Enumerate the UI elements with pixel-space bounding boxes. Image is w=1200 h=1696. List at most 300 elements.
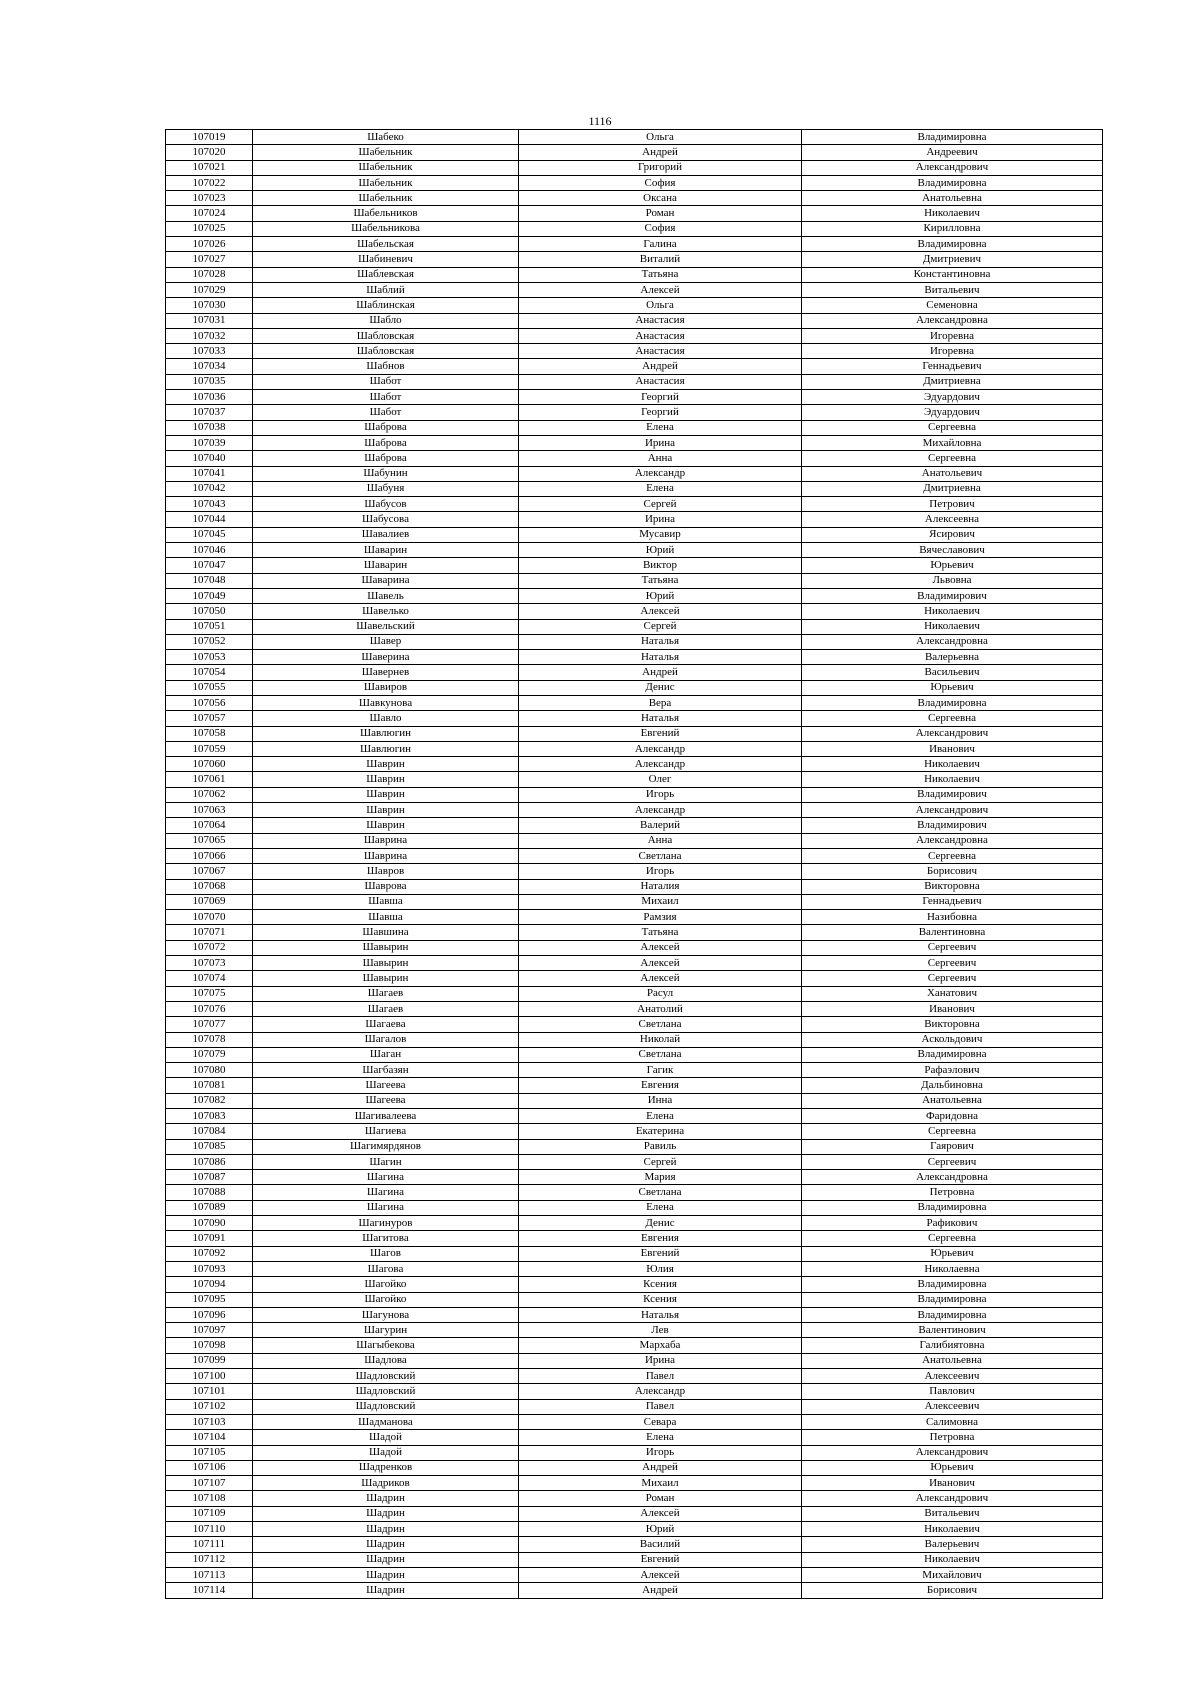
table-row — [166, 527, 1103, 542]
first-name-cell: Виталий — [519, 252, 802, 267]
patronymic-cell: Аскольдович — [802, 1032, 1103, 1047]
table-row — [166, 1216, 1103, 1231]
record-number-cell: 107054 — [166, 665, 253, 680]
last-name-cell: Шагурин — [253, 1323, 519, 1338]
record-number-cell: 107070 — [166, 910, 253, 925]
table-row — [166, 1323, 1103, 1338]
table-row — [166, 466, 1103, 481]
record-number-cell: 107072 — [166, 940, 253, 955]
record-number-cell: 107090 — [166, 1216, 253, 1231]
patronymic-cell: Юрьевич — [802, 1460, 1103, 1475]
table-row — [166, 680, 1103, 695]
first-name-cell: Георгий — [519, 390, 802, 405]
record-number-cell: 107083 — [166, 1109, 253, 1124]
patronymic-cell: Гаярович — [802, 1139, 1103, 1154]
last-name-cell: Шагунова — [253, 1307, 519, 1322]
record-number-cell: 107111 — [166, 1537, 253, 1552]
table-row — [166, 1124, 1103, 1139]
patronymic-cell: Витальевич — [802, 282, 1103, 297]
table-row — [166, 1185, 1103, 1200]
last-name-cell: Шадриков — [253, 1476, 519, 1491]
first-name-cell: Елена — [519, 1200, 802, 1215]
first-name-cell: Сергей — [519, 1154, 802, 1169]
patronymic-cell: Александровна — [802, 833, 1103, 848]
patronymic-cell: Владимировна — [802, 175, 1103, 190]
record-number-cell: 107113 — [166, 1567, 253, 1582]
patronymic-cell: Николаевич — [802, 619, 1103, 634]
record-number-cell: 107069 — [166, 894, 253, 909]
first-name-cell: Виктор — [519, 558, 802, 573]
table-row — [166, 1353, 1103, 1368]
first-name-cell: Лев — [519, 1323, 802, 1338]
last-name-cell: Шаврина — [253, 833, 519, 848]
patronymic-cell: Семеновна — [802, 298, 1103, 313]
record-number-cell: 107087 — [166, 1170, 253, 1185]
last-name-cell: Шаврова — [253, 879, 519, 894]
record-number-cell: 107074 — [166, 971, 253, 986]
patronymic-cell: Владимировна — [802, 1307, 1103, 1322]
table-row — [166, 1445, 1103, 1460]
last-name-cell: Шагеева — [253, 1093, 519, 1108]
patronymic-cell: Назибовна — [802, 910, 1103, 925]
patronymic-cell: Владимирович — [802, 787, 1103, 802]
last-name-cell: Шадой — [253, 1430, 519, 1445]
patronymic-cell: Львовна — [802, 573, 1103, 588]
table-row — [166, 1277, 1103, 1292]
table-row — [166, 1017, 1103, 1032]
patronymic-cell: Николаевич — [802, 1552, 1103, 1567]
last-name-cell: Шавырин — [253, 956, 519, 971]
patronymic-cell: Юрьевич — [802, 558, 1103, 573]
first-name-cell: Евгения — [519, 1231, 802, 1246]
table-row — [166, 1292, 1103, 1307]
first-name-cell: Анастасия — [519, 328, 802, 343]
first-name-cell: Елена — [519, 420, 802, 435]
table-row — [166, 588, 1103, 603]
first-name-cell: Светлана — [519, 1017, 802, 1032]
record-number-cell: 107066 — [166, 848, 253, 863]
patronymic-cell: Сергеевна — [802, 711, 1103, 726]
patronymic-cell: Сергеевна — [802, 420, 1103, 435]
last-name-cell: Шавырин — [253, 971, 519, 986]
record-number-cell: 107034 — [166, 359, 253, 374]
last-name-cell: Шаврин — [253, 757, 519, 772]
patronymic-cell: Галибиятовна — [802, 1338, 1103, 1353]
patronymic-cell: Дмитриевна — [802, 374, 1103, 389]
record-number-cell: 107029 — [166, 282, 253, 297]
table-row — [166, 1552, 1103, 1567]
table-row — [166, 1338, 1103, 1353]
record-number-cell: 107060 — [166, 757, 253, 772]
first-name-cell: Андрей — [519, 665, 802, 680]
first-name-cell: Роман — [519, 1491, 802, 1506]
first-name-cell: Александр — [519, 1384, 802, 1399]
table-row — [166, 206, 1103, 221]
record-number-cell: 107037 — [166, 405, 253, 420]
first-name-cell: Евгения — [519, 1078, 802, 1093]
record-number-cell: 107102 — [166, 1399, 253, 1414]
last-name-cell: Шадлова — [253, 1353, 519, 1368]
patronymic-cell: Михайлович — [802, 1567, 1103, 1582]
record-number-cell: 107046 — [166, 543, 253, 558]
patronymic-cell: Николаевна — [802, 1261, 1103, 1276]
record-number-cell: 107105 — [166, 1445, 253, 1460]
table-row — [166, 451, 1103, 466]
last-name-cell: Шагаев — [253, 1001, 519, 1016]
first-name-cell: Александр — [519, 803, 802, 818]
last-name-cell: Шаварина — [253, 573, 519, 588]
first-name-cell: Ольга — [519, 130, 802, 145]
last-name-cell: Шавлюгин — [253, 726, 519, 741]
first-name-cell: Татьяна — [519, 925, 802, 940]
first-name-cell: Алексей — [519, 1506, 802, 1521]
last-name-cell: Шавло — [253, 711, 519, 726]
patronymic-cell: Юрьевич — [802, 680, 1103, 695]
first-name-cell: Елена — [519, 481, 802, 496]
patronymic-cell: Сергеевич — [802, 956, 1103, 971]
record-number-cell: 107039 — [166, 435, 253, 450]
table-row — [166, 1506, 1103, 1521]
last-name-cell: Шабельник — [253, 175, 519, 190]
record-number-cell: 107058 — [166, 726, 253, 741]
record-number-cell: 107065 — [166, 833, 253, 848]
last-name-cell: Шабеко — [253, 130, 519, 145]
first-name-cell: Валерий — [519, 818, 802, 833]
table-row — [166, 1032, 1103, 1047]
table-row — [166, 328, 1103, 343]
last-name-cell: Шавлюгин — [253, 741, 519, 756]
patronymic-cell: Алексеевна — [802, 512, 1103, 527]
last-name-cell: Шаврина — [253, 848, 519, 863]
last-name-cell: Шаврин — [253, 818, 519, 833]
first-name-cell: Анастасия — [519, 313, 802, 328]
record-number-cell: 107079 — [166, 1047, 253, 1062]
table-row — [166, 726, 1103, 741]
patronymic-cell: Валентинович — [802, 1323, 1103, 1338]
first-name-cell: Николай — [519, 1032, 802, 1047]
record-number-cell: 107084 — [166, 1124, 253, 1139]
last-name-cell: Шагаева — [253, 1017, 519, 1032]
first-name-cell: Татьяна — [519, 573, 802, 588]
last-name-cell: Шагиева — [253, 1124, 519, 1139]
first-name-cell: Александр — [519, 757, 802, 772]
table-row — [166, 956, 1103, 971]
record-number-cell: 107027 — [166, 252, 253, 267]
table-row — [166, 145, 1103, 160]
patronymic-cell: Николаевич — [802, 772, 1103, 787]
first-name-cell: София — [519, 221, 802, 236]
first-name-cell: Татьяна — [519, 267, 802, 282]
patronymic-cell: Александрович — [802, 803, 1103, 818]
record-number-cell: 107089 — [166, 1200, 253, 1215]
patronymic-cell: Ясирович — [802, 527, 1103, 542]
patronymic-cell: Михайловна — [802, 435, 1103, 450]
table-row — [166, 298, 1103, 313]
last-name-cell: Шагивалеева — [253, 1109, 519, 1124]
first-name-cell: Андрей — [519, 1583, 802, 1598]
patronymic-cell: Иванович — [802, 1001, 1103, 1016]
first-name-cell: Расул — [519, 986, 802, 1001]
last-name-cell: Шабуня — [253, 481, 519, 496]
first-name-cell: Галина — [519, 237, 802, 252]
first-name-cell: Евгений — [519, 1246, 802, 1261]
last-name-cell: Шабот — [253, 374, 519, 389]
table-row — [166, 1522, 1103, 1537]
first-name-cell: Светлана — [519, 1047, 802, 1062]
last-name-cell: Шагова — [253, 1261, 519, 1276]
record-number-cell: 107078 — [166, 1032, 253, 1047]
record-number-cell: 107098 — [166, 1338, 253, 1353]
patronymic-cell: Ханатович — [802, 986, 1103, 1001]
record-number-cell: 107047 — [166, 558, 253, 573]
table-row — [166, 1414, 1103, 1429]
record-number-cell: 107088 — [166, 1185, 253, 1200]
record-number-cell: 107059 — [166, 741, 253, 756]
last-name-cell: Шадрин — [253, 1506, 519, 1521]
patronymic-cell: Александровна — [802, 1170, 1103, 1185]
last-name-cell: Шаверина — [253, 650, 519, 665]
patronymic-cell: Владимировна — [802, 1277, 1103, 1292]
last-name-cell: Шабельник — [253, 145, 519, 160]
patronymic-cell: Рафикович — [802, 1216, 1103, 1231]
last-name-cell: Шавер — [253, 634, 519, 649]
last-name-cell: Шабельников — [253, 206, 519, 221]
table-row — [166, 359, 1103, 374]
last-name-cell: Шабловская — [253, 328, 519, 343]
last-name-cell: Шагинуров — [253, 1216, 519, 1231]
first-name-cell: Игорь — [519, 787, 802, 802]
first-name-cell: Наталья — [519, 711, 802, 726]
record-number-cell: 107036 — [166, 390, 253, 405]
first-name-cell: Юрий — [519, 543, 802, 558]
first-name-cell: Ирина — [519, 1353, 802, 1368]
patronymic-cell: Анатольевич — [802, 466, 1103, 481]
first-name-cell: Алексей — [519, 940, 802, 955]
patronymic-cell: Эдуардович — [802, 390, 1103, 405]
last-name-cell: Шаврин — [253, 787, 519, 802]
table-row — [166, 634, 1103, 649]
record-number-cell: 107080 — [166, 1063, 253, 1078]
patronymic-cell: Геннадьевич — [802, 894, 1103, 909]
table-row — [166, 1583, 1103, 1598]
first-name-cell: Георгий — [519, 405, 802, 420]
last-name-cell: Шагбазян — [253, 1063, 519, 1078]
record-number-cell: 107109 — [166, 1506, 253, 1521]
record-number-cell: 107023 — [166, 191, 253, 206]
first-name-cell: Евгений — [519, 726, 802, 741]
last-name-cell: Шадрин — [253, 1537, 519, 1552]
last-name-cell: Шавша — [253, 894, 519, 909]
table-row — [166, 558, 1103, 573]
patronymic-cell: Дальбиновна — [802, 1078, 1103, 1093]
last-name-cell: Шавкунова — [253, 695, 519, 710]
patronymic-cell: Петрович — [802, 497, 1103, 512]
patronymic-cell: Эдуардович — [802, 405, 1103, 420]
last-name-cell: Шадрин — [253, 1583, 519, 1598]
patronymic-cell: Александрович — [802, 160, 1103, 175]
first-name-cell: Михаил — [519, 1476, 802, 1491]
record-number-cell: 107097 — [166, 1323, 253, 1338]
record-number-cell: 107112 — [166, 1552, 253, 1567]
first-name-cell: Андрей — [519, 145, 802, 160]
first-name-cell: Анастасия — [519, 344, 802, 359]
patronymic-cell: Владимирович — [802, 588, 1103, 603]
last-name-cell: Шадрин — [253, 1491, 519, 1506]
last-name-cell: Шаброва — [253, 420, 519, 435]
last-name-cell: Шавельский — [253, 619, 519, 634]
first-name-cell: Анна — [519, 833, 802, 848]
record-number-cell: 107049 — [166, 588, 253, 603]
patronymic-cell: Геннадьевич — [802, 359, 1103, 374]
record-number-cell: 107077 — [166, 1017, 253, 1032]
patronymic-cell: Фаридовна — [802, 1109, 1103, 1124]
table-row — [166, 604, 1103, 619]
last-name-cell: Шаблий — [253, 282, 519, 297]
record-number-cell: 107094 — [166, 1277, 253, 1292]
last-name-cell: Шадой — [253, 1445, 519, 1460]
last-name-cell: Шаблевская — [253, 267, 519, 282]
record-number-cell: 107081 — [166, 1078, 253, 1093]
record-number-cell: 107093 — [166, 1261, 253, 1276]
patronymic-cell: Александрович — [802, 1491, 1103, 1506]
record-number-cell: 107096 — [166, 1307, 253, 1322]
table-row — [166, 481, 1103, 496]
record-number-cell: 107033 — [166, 344, 253, 359]
record-number-cell: 107110 — [166, 1522, 253, 1537]
patronymic-cell: Вячеславович — [802, 543, 1103, 558]
first-name-cell: Юрий — [519, 588, 802, 603]
table-row — [166, 757, 1103, 772]
record-number-cell: 107024 — [166, 206, 253, 221]
first-name-cell: София — [519, 175, 802, 190]
first-name-cell: Александр — [519, 741, 802, 756]
record-number-cell: 107101 — [166, 1384, 253, 1399]
record-number-cell: 107032 — [166, 328, 253, 343]
first-name-cell: Екатерина — [519, 1124, 802, 1139]
table-row — [166, 787, 1103, 802]
first-name-cell: Светлана — [519, 848, 802, 863]
table-row — [166, 1231, 1103, 1246]
patronymic-cell: Алексеевич — [802, 1369, 1103, 1384]
table-row — [166, 1430, 1103, 1445]
first-name-cell: Андрей — [519, 1460, 802, 1475]
record-number-cell: 107064 — [166, 818, 253, 833]
record-number-cell: 107085 — [166, 1139, 253, 1154]
last-name-cell: Шабот — [253, 390, 519, 405]
record-number-cell: 107095 — [166, 1292, 253, 1307]
patronymic-cell: Владимировна — [802, 130, 1103, 145]
table-row — [166, 1537, 1103, 1552]
last-name-cell: Шавша — [253, 910, 519, 925]
table-row — [166, 191, 1103, 206]
patronymic-cell: Николаевич — [802, 604, 1103, 619]
table-row — [166, 390, 1103, 405]
patronymic-cell: Александрович — [802, 1445, 1103, 1460]
table-row — [166, 543, 1103, 558]
last-name-cell: Шабельник — [253, 160, 519, 175]
first-name-cell: Олег — [519, 772, 802, 787]
record-number-cell: 107055 — [166, 680, 253, 695]
last-name-cell: Шагина — [253, 1170, 519, 1185]
patronymic-cell: Николаевич — [802, 206, 1103, 221]
patronymic-cell: Владимировна — [802, 1200, 1103, 1215]
table-row — [166, 741, 1103, 756]
record-number-cell: 107031 — [166, 313, 253, 328]
first-name-cell: Алексей — [519, 956, 802, 971]
last-name-cell: Шаврин — [253, 803, 519, 818]
patronymic-cell: Сергеевич — [802, 1154, 1103, 1169]
first-name-cell: Елена — [519, 1109, 802, 1124]
first-name-cell: Игорь — [519, 864, 802, 879]
table-row — [166, 512, 1103, 527]
first-name-cell: Юлия — [519, 1261, 802, 1276]
first-name-cell: Евгений — [519, 1552, 802, 1567]
record-number-cell: 107071 — [166, 925, 253, 940]
patronymic-cell: Витальевич — [802, 1506, 1103, 1521]
record-number-cell: 107026 — [166, 237, 253, 252]
table-row — [166, 1567, 1103, 1582]
patronymic-cell: Александрович — [802, 726, 1103, 741]
patronymic-cell: Сергеевич — [802, 971, 1103, 986]
patronymic-cell: Борисович — [802, 1583, 1103, 1598]
last-name-cell: Шабло — [253, 313, 519, 328]
table-row — [166, 1001, 1103, 1016]
last-name-cell: Шавалиев — [253, 527, 519, 542]
first-name-cell: Григорий — [519, 160, 802, 175]
last-name-cell: Шабиневич — [253, 252, 519, 267]
table-row — [166, 650, 1103, 665]
first-name-cell: Анатолий — [519, 1001, 802, 1016]
patronymic-cell: Рафаэлович — [802, 1063, 1103, 1078]
first-name-cell: Алексей — [519, 282, 802, 297]
last-name-cell: Шадрин — [253, 1522, 519, 1537]
first-name-cell: Игорь — [519, 1445, 802, 1460]
patronymic-cell: Викторовна — [802, 1017, 1103, 1032]
record-number-cell: 107020 — [166, 145, 253, 160]
patronymic-cell: Борисович — [802, 864, 1103, 879]
table-row — [166, 1200, 1103, 1215]
record-number-cell: 107051 — [166, 619, 253, 634]
last-name-cell: Шавелько — [253, 604, 519, 619]
table-row — [166, 940, 1103, 955]
patronymic-cell: Петровна — [802, 1430, 1103, 1445]
first-name-cell: Денис — [519, 1216, 802, 1231]
last-name-cell: Шагеева — [253, 1078, 519, 1093]
table-row — [166, 497, 1103, 512]
record-number-cell: 107057 — [166, 711, 253, 726]
last-name-cell: Шабельник — [253, 191, 519, 206]
table-row — [166, 833, 1103, 848]
first-name-cell: Сергей — [519, 497, 802, 512]
first-name-cell: Анна — [519, 451, 802, 466]
table-row — [166, 374, 1103, 389]
first-name-cell: Елена — [519, 1430, 802, 1445]
first-name-cell: Ирина — [519, 435, 802, 450]
record-number-cell: 107045 — [166, 527, 253, 542]
table-row — [166, 925, 1103, 940]
record-number-cell: 107104 — [166, 1430, 253, 1445]
last-name-cell: Шабельская — [253, 237, 519, 252]
record-number-cell: 107082 — [166, 1093, 253, 1108]
table-row — [166, 864, 1103, 879]
first-name-cell: Александр — [519, 466, 802, 481]
table-row — [166, 282, 1103, 297]
patronymic-cell: Сергеевич — [802, 940, 1103, 955]
last-name-cell: Шабнов — [253, 359, 519, 374]
record-number-cell: 107073 — [166, 956, 253, 971]
patronymic-cell: Салимовна — [802, 1414, 1103, 1429]
table-row — [166, 986, 1103, 1001]
